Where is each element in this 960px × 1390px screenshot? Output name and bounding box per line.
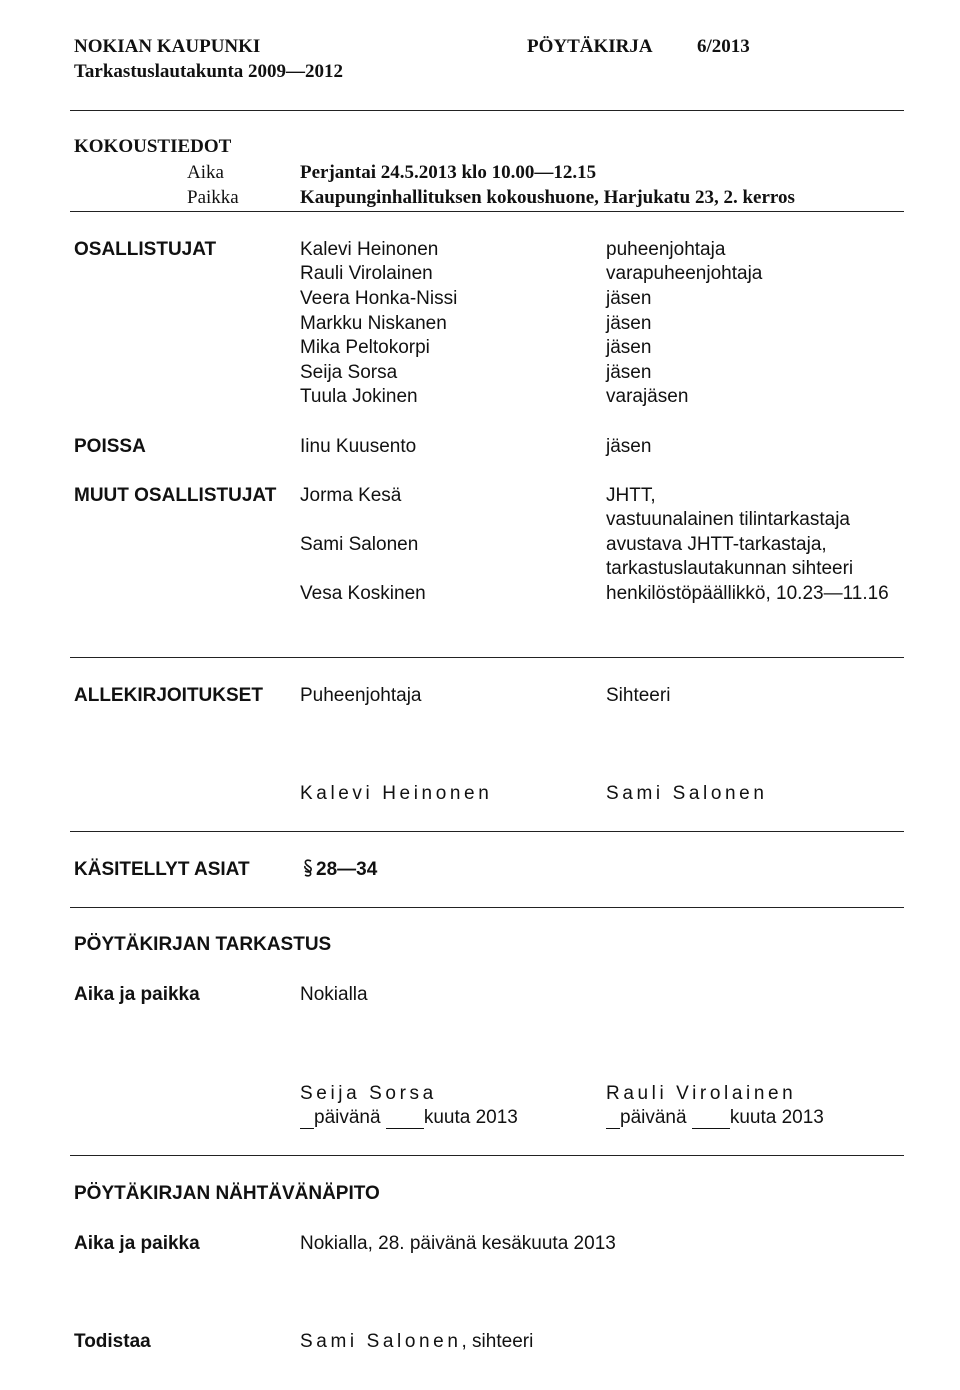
review-place-label: Aika ja paikka [74, 984, 200, 1005]
other-name: Vesa Koskinen [300, 583, 426, 604]
meeting-heading: KOKOUSTIEDOT [74, 136, 232, 157]
day-word: päivänä [314, 1107, 381, 1128]
items-range: 28—34 [316, 859, 378, 880]
review-place-value: Nokialla [300, 984, 368, 1005]
participant-name: Tuula Jokinen [300, 386, 418, 407]
city-name: NOKIAN KAUPUNKI [74, 36, 261, 57]
attest-name: Sami Salonen [300, 1331, 462, 1352]
blank-line [386, 1110, 424, 1129]
attest-label: Todistaa [74, 1331, 151, 1352]
display-heading: PÖYTÄKIRJAN NÄHTÄVÄNÄPITO [74, 1183, 380, 1204]
month-word: kuuta 2013 [729, 1107, 824, 1128]
blank-line [692, 1110, 730, 1129]
chair-signature-name: Kalevi Heinonen [300, 783, 493, 804]
participant-name: Markku Niskanen [300, 313, 447, 334]
other-role-cont: tarkastuslautakunnan sihteeri [606, 558, 854, 579]
time-label: Aika [187, 162, 224, 183]
items-heading: KÄSITELLYT ASIAT [74, 859, 250, 880]
other-role: JHTT, [606, 485, 656, 506]
participant-role: jäsen [606, 337, 652, 358]
participant-name: Rauli Virolainen [300, 263, 433, 284]
time-value: Perjantai 24.5.2013 klo 10.00—12.15 [300, 162, 597, 183]
others-heading: MUUT OSALLISTUJAT [74, 485, 277, 506]
review-heading: PÖYTÄKIRJAN TARKASTUS [74, 934, 332, 955]
participant-role: jäsen [606, 362, 652, 383]
signatures-heading: ALLEKIRJOITUKSET [74, 685, 263, 706]
blank-line [606, 1110, 620, 1129]
reviewer-1-date-line [300, 1107, 518, 1129]
other-name: Jorma Kesä [300, 485, 402, 506]
day-word: päivänä [620, 1107, 687, 1128]
display-place-value: Nokialla, 28. päivänä kesäkuuta 2013 [300, 1233, 616, 1254]
divider [70, 1155, 904, 1156]
display-place-label: Aika ja paikka [74, 1233, 200, 1254]
divider [70, 657, 904, 658]
participants-heading: OSALLISTUJAT [74, 239, 217, 260]
place-label: Paikka [187, 187, 239, 208]
reviewer-1-name: Seija Sorsa [300, 1083, 437, 1104]
other-name: Sami Salonen [300, 534, 419, 555]
blank-line [300, 1110, 314, 1129]
attest-suffix: , sihteeri [461, 1331, 534, 1352]
chair-label: Puheenjohtaja [300, 685, 422, 706]
document-type: PÖYTÄKIRJA [527, 36, 653, 57]
document-number: 6/2013 [697, 36, 750, 57]
participant-name: Mika Peltokorpi [300, 337, 430, 358]
absent-role: jäsen [606, 436, 652, 457]
board-name: Tarkastuslautakunta 2009—2012 [74, 61, 344, 82]
participant-role: varapuheenjohtaja [606, 263, 763, 284]
participant-name: Veera Honka-Nissi [300, 288, 458, 309]
divider [70, 907, 904, 908]
divider [70, 211, 904, 212]
participant-name: Kalevi Heinonen [300, 239, 439, 260]
other-role: avustava JHTT-tarkastaja, [606, 534, 827, 555]
other-role-cont: vastuunalainen tilintarkastaja [606, 509, 850, 530]
participant-name: Seija Sorsa [300, 362, 398, 383]
section-sign-icon [302, 859, 314, 877]
secretary-label: Sihteeri [606, 685, 671, 706]
participant-role: jäsen [606, 313, 652, 334]
secretary-signature-name: Sami Salonen [606, 783, 768, 804]
reviewer-2-name: Rauli Virolainen [606, 1083, 797, 1104]
reviewer-2-date-line [606, 1107, 824, 1129]
other-role: henkilöstöpäällikkö, 10.23—11.16 [606, 583, 889, 604]
absent-heading: POISSA [74, 436, 146, 457]
participant-role: jäsen [606, 288, 652, 309]
divider [70, 831, 904, 832]
month-word: kuuta 2013 [423, 1107, 518, 1128]
attest-line [300, 1331, 533, 1353]
place-value: Kaupunginhallituksen kokoushuone, Harjukatu 23, 2. kerros [300, 187, 795, 208]
divider [70, 110, 904, 111]
participant-role: puheenjohtaja [606, 239, 726, 260]
absent-name: Iinu Kuusento [300, 436, 417, 457]
participant-role: varajäsen [606, 386, 689, 407]
